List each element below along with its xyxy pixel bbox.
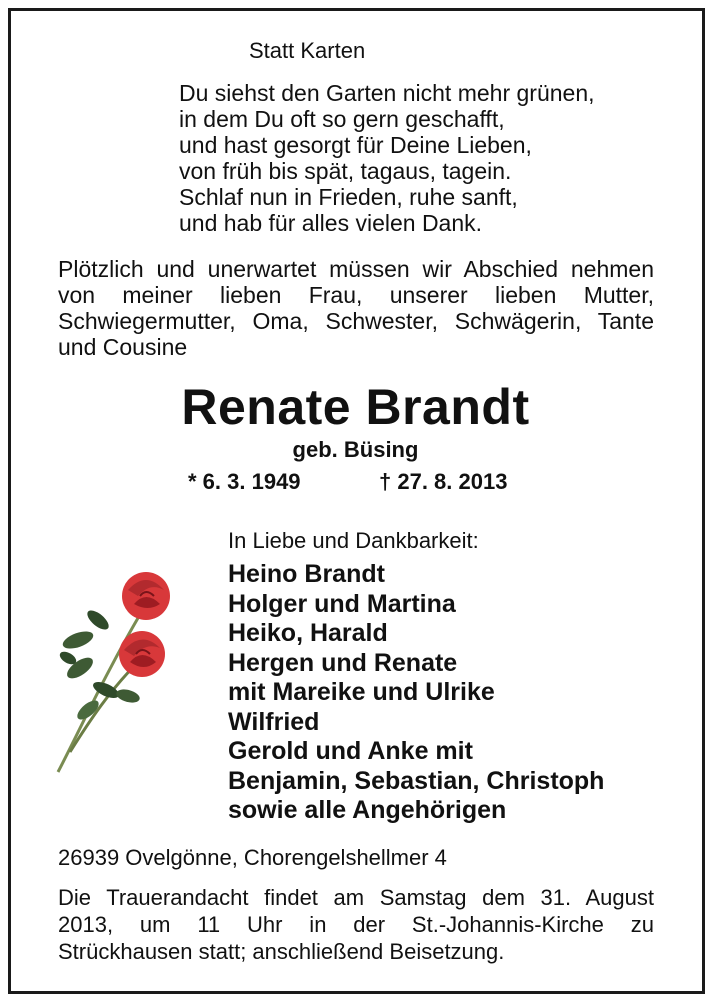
poem <box>179 80 595 236</box>
mourner-line: Heiko, Harald <box>228 619 388 647</box>
service-paragraph <box>58 884 654 965</box>
service-line: Die Trauerandacht findet am Samstag dem 31. August <box>58 885 654 910</box>
rose-bloom <box>119 631 165 677</box>
poem-line: und hast gesorgt für Deine Lieben, <box>179 132 532 158</box>
poem-line: in dem Du oft so gern geschafft, <box>179 106 505 132</box>
mourner-line: Holger und Martina <box>228 589 456 618</box>
intro-line: Plötzlich und unerwartet müssen wir Abschied nehmen <box>58 256 654 282</box>
mourner-line: Benjamin, Sebastian, Christoph <box>228 766 605 795</box>
address: 26939 Ovelgönne, Chorengelshellmer 4 <box>58 845 447 870</box>
thanks-line: In Liebe und Dankbarkeit: <box>228 528 479 553</box>
mourner-line: Wilfried <box>228 707 320 736</box>
rose-leaf <box>115 687 141 705</box>
rose-leaf <box>61 628 96 652</box>
service-line: Strückhausen statt; anschließend Beisetzung. <box>58 939 505 964</box>
mourner-line: Hergen und Renate <box>228 648 458 677</box>
rose-bloom <box>122 572 170 620</box>
mourner-line: Gerold und Anke mit <box>228 737 473 765</box>
intro-line: Schwiegermutter, Oma, Schwester, Schwägerin, Tante <box>58 308 654 334</box>
mourner-line: mit Mareike und Ulrike <box>228 678 495 706</box>
poem-line: Du siehst den Garten nicht mehr grünen, <box>179 80 595 106</box>
deceased-name: Renate Brandt <box>181 379 530 435</box>
mourners-list <box>228 560 604 826</box>
poem-line: Schlaf nun in Frieden, ruhe sanft, <box>179 184 518 210</box>
poem-line: von früh bis spät, tagaus, tagein. <box>179 158 512 184</box>
mourner-line: sowie alle Angehörigen <box>228 796 507 824</box>
service-line: 2013, um 11 Uhr in der St.-Johannis-Kirche zu <box>58 912 654 937</box>
intro-line: von meiner lieben Frau, unserer lieben Mutter, <box>58 282 654 308</box>
intro-line: und Cousine <box>58 334 188 360</box>
intro-paragraph <box>58 256 654 360</box>
maiden-name: geb. Büsing <box>292 437 419 462</box>
rose-icon <box>50 560 180 790</box>
poem-line: und hab für alles vielen Dank. <box>179 210 483 236</box>
rose-leaf <box>84 607 112 633</box>
death-date: † 27. 8. 2013 <box>379 469 508 494</box>
header-text: Statt Karten <box>249 38 366 63</box>
birth-date: * 6. 3. 1949 <box>188 469 301 494</box>
mourner-line: Heino Brandt <box>228 560 385 588</box>
